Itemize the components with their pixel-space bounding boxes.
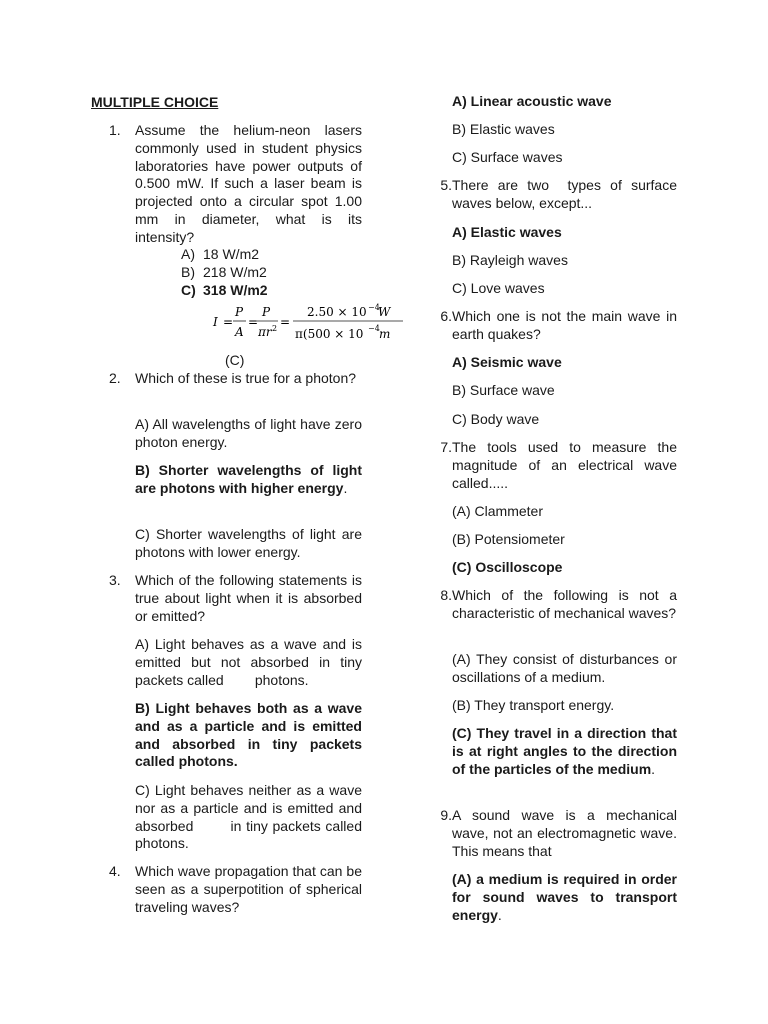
q5-option-b: B) Rayleigh waves: [452, 252, 568, 268]
question-number: 9.: [440, 807, 452, 823]
svg-text:=: =: [223, 315, 234, 329]
q2-option-b: [135, 462, 362, 498]
question-text: Which of the following is not a characteristic of mechanical waves?: [452, 587, 677, 621]
q5-option-a: A) Elastic waves: [452, 224, 562, 240]
formula-p: P: [235, 305, 244, 319]
question-number: 1.: [109, 122, 121, 138]
right-column: [428, 0, 681, 1024]
option-text: 318 W/m2: [203, 282, 268, 298]
q3-option-c: C) Light behaves neither as a wave nor as a particle and is emitted and absorbed in tiny packets called photons.: [135, 782, 366, 852]
formula-den-exp: −4: [368, 324, 380, 333]
q4-option-b: B) Elastic waves: [452, 121, 555, 137]
question-text: A sound wave is a mechanical wave, not an electromagnetic wave. This means that: [452, 807, 677, 859]
question-text: Which wave propagation that can be seen as a superpotition of spherical traveling waves?: [135, 863, 362, 915]
question-number: 5.: [440, 177, 452, 193]
q8-option-c: [452, 725, 677, 778]
svg-text:2: 2: [272, 324, 278, 333]
formula-a: A: [235, 325, 244, 339]
option-text: B) Shorter wavelengths of light are photons with higher energy: [135, 462, 362, 496]
svg-text:=: =: [248, 315, 259, 329]
question-5: [428, 177, 681, 213]
option-end: .: [651, 760, 656, 777]
q1-option-a: [181, 246, 259, 264]
q2-option-a: A) All wavelengths of light have zero photon energy.: [135, 416, 362, 450]
option-text: (A) a medium is required in order for sound waves to transport energy: [452, 871, 677, 923]
option-end: .: [497, 906, 502, 923]
q5-option-c: C) Love waves: [452, 280, 545, 296]
q3-option-b: B) Light behaves both as a wave and as a particle and is emitted and absorbed in tiny packets called photons.: [135, 700, 362, 770]
q6-option-a: A) Seismic wave: [452, 354, 562, 370]
option-text: (C) They travel in a direction that is at right angles to the direction of the particles of the medium: [452, 725, 677, 777]
question-4: [91, 863, 362, 916]
option-text: 218 W/m2: [203, 264, 267, 280]
question-number: 3.: [109, 572, 121, 588]
formula-exp: −4: [368, 303, 380, 312]
q1-answer: (C): [225, 352, 245, 368]
q8-option-a: (A) They consist of disturbances or oscillations of a medium.: [452, 651, 677, 685]
q6-option-c: C) Body wave: [452, 411, 540, 427]
question-number: 7.: [440, 439, 452, 455]
question-text: Which of these is true for a photon?: [135, 370, 357, 386]
formula-num: 2.50 × 10: [307, 305, 367, 319]
q3-option-a: A) Light behaves as a wave and is emitted but not absorbed in tiny packets called photons.: [135, 636, 366, 688]
formula-p2: P: [262, 305, 271, 319]
question-1: [91, 122, 362, 247]
section-heading: MULTIPLE CHOICE: [91, 94, 219, 110]
question-text: Which of the following statements is true about light when it is absorbed or emitted?: [135, 572, 362, 624]
question-3: [91, 572, 362, 625]
question-number: 4.: [109, 863, 121, 879]
question-text: The tools used to measure the magnitude of an electrical wave called.....: [452, 439, 677, 491]
formula-i: I: [213, 315, 218, 329]
formula-den-unit: m: [379, 327, 391, 341]
question-9: [428, 807, 677, 860]
option-end: .: [343, 479, 348, 496]
formula-pir: πr: [258, 325, 272, 339]
q1-option-b: [181, 264, 267, 282]
question-7: [428, 439, 677, 492]
question-6: [428, 308, 677, 344]
option-label: B): [181, 264, 195, 280]
question-8: [428, 587, 677, 623]
intensity-formula: [213, 298, 391, 344]
question-number: 2.: [109, 370, 121, 386]
q7-option-b: (B) Potensiometer: [452, 531, 565, 547]
question-text: Assume the helium-neon lasers commonly used in student physics laboratories have power outputs of 0.500 mW. If such a laser beam is projected onto a circular spot 1.00 mm in diameter, what is its intensity?: [135, 122, 362, 245]
svg-text:=: =: [280, 315, 291, 329]
question-number: 8.: [440, 587, 452, 603]
q4-option-c: C) Surface waves: [452, 149, 563, 165]
q8-option-b: (B) They transport energy.: [452, 697, 615, 713]
formula-graphic: [213, 298, 413, 344]
formula-den: π(500 × 10: [295, 327, 364, 341]
q6-option-b: B) Surface wave: [452, 382, 555, 398]
q7-option-c: (C) Oscilloscope: [452, 559, 563, 575]
formula-unit: W: [378, 305, 391, 319]
option-label: A): [181, 246, 195, 262]
question-text: Which one is not the main wave in earth quakes?: [452, 308, 677, 342]
option-label: C): [181, 282, 196, 298]
option-text: 18 W/m2: [203, 246, 260, 262]
question-number: 6.: [440, 308, 452, 324]
q9-option-a: [452, 871, 677, 924]
q7-option-a: (A) Clammeter: [452, 503, 544, 519]
q2-option-c: C) Shorter wavelengths of light are photons with lower energy.: [135, 526, 362, 560]
q4-option-a: A) Linear acoustic wave: [452, 93, 612, 109]
question-2: [91, 370, 362, 388]
left-column: [91, 0, 391, 1024]
question-text: There are two types of surface waves below, except...: [452, 177, 681, 211]
